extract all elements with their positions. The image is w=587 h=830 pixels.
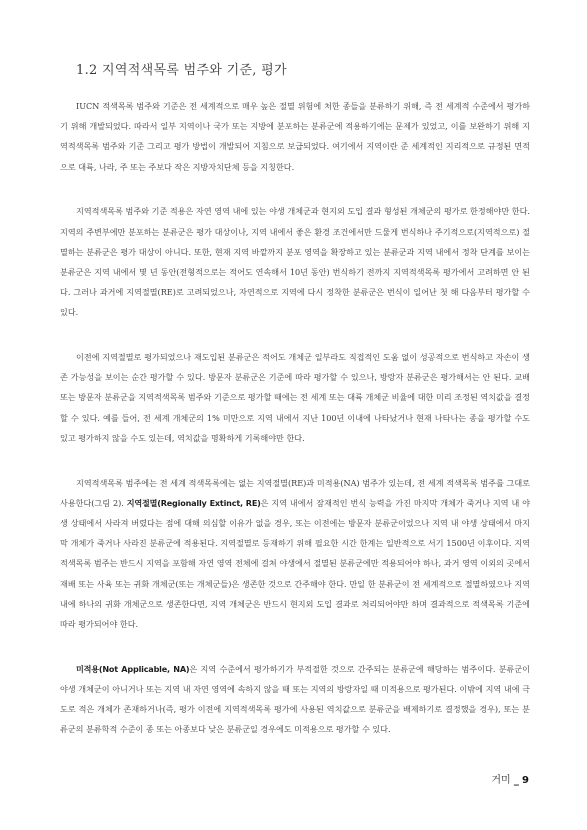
body-text (60, 96, 530, 739)
paragraph-regionally-extinct-body: 은 지역 내에서 잠재적인 번식 능력을 가진 마지막 개체가 죽거나 지역 내 야생 상태에서 사라져 버렸다는 점에 대해 의심할 이유가 없을 경우, 또는 이전에는 방문자 분류군이었으나 지역 내 야생 상태에서 마지막 개체가 죽거나 사라진 분류군에 적용된다. 지역절멸로 등재하기 위해 필요한 시간 한계는 일반적으로 서기 1500년 이후이다. 지역적색목록 범주는 반드시 지역을 포함해 자연 영역 전체에 걸쳐 야생에서 절멸된 분류군에만 적용되어야 하나, 과거 영역 이외의 곳에서 재배 또는 사육 또는 귀화 개체군(또는 개체군들)은 생존한 것으로 간주해야 한다. 만일 한 분류군이 전 세계적으로 절멸하였으나 지역 내에 하나의 귀화 개체군으로 생존한다면, 지역 개체군은 반드시 현지외 도입 결과로 처리되어야만 하며 결과적으로 적색목록 기준에 따라 평가되어야 한다. (60, 497, 530, 629)
paragraph-reintroduced-taxa: 이전에 지역절멸로 평가되었으나 재도입된 분류군은 적어도 개체군 일부라도 직접적인 도움 없이 성공적으로 번식하고 자손이 생존 가능성을 보이는 순간 평가할 수 있다. 방문자 분류군은 기준에 따라 평가할 수 있으나, 방랑자 분류군은 평가해서는 안 된다. 교배 또는 방문자 분류군을 지역적색목록 범주와 기준으로 평가할 때에는 전 세계 또는 대륙 개체군 비율에 대한 미리 조정된 역치값을 결정할 수 있다. 예를 들어, 전 세계 개체군의 1% 미만으로 지역 내에서 지난 100년 이내에 나타났거나 현재 나타나는 종을 평가할 수도 있고 평가하지 않을 수도 있는데, 역치값을 명확하게 기록해야만 한다. (60, 352, 530, 443)
paragraph-application-scope: 지역적색목록 범주와 기준 적용은 자연 영역 내에 있는 야생 개체군과 현지외 도입 결과 형성된 개체군의 평가로 한정해야만 한다. 지역의 주변부에만 분포하는 분류군은 평가 대상이나, 지역 내에서 좋은 환경 조건에서만 드물게 번식하나 주기적으로(지역적으로) 절멸하는 분류군은 평가 대상이 아니다. 또한, 현재 지역 바깥까지 분포 영역을 확장하고 있는 분류군과 지역 내에서 정착 단계를 보이는 분류군은 지역 내에서 몇 년 동안(전형적으로는 적어도 연속해서 10년 동안) 번식하기 전까지 지역적색목록 평가에서 고려하면 안 된다. 그러나 과거에 지역절멸(RE)로 고려되었으나, 자연적으로 지역에 다시 정착한 분류군은 번식이 일어난 첫 해 다음부터 평가할 수 있다. (60, 206, 530, 318)
page-number: 9 (522, 775, 529, 786)
footer-separator: _ (513, 775, 519, 786)
page-footer (491, 774, 529, 788)
paragraph-not-applicable-body: 은 지역 수준에서 평가하기가 부적절한 것으로 간주되는 분류군에 해당하는 범주이다. 분류군이 야생 개체군이 아니거나 또는 지역 내 자연 영역에 속하지 않을 때 또는 지역의 방랑자일 때 미적용으로 평가된다. 이밖에 지역 내에 극도로 적은 개체가 존재하거나(즉, 평가 이전에 지역적색목록 평가에 사용된 역치값으로 분류군을 배제하기로 결정했을 경우), 또는 분류군의 분류학적 수준이 종 또는 아종보다 낮은 분류군일 경우에도 미적용으로 평가할 수 있다. (60, 663, 530, 735)
section-title: 1.2 지역적색목록 범주와 기준, 평가 (76, 63, 287, 78)
paragraph-iucn-background: IUCN 적색목록 범주와 기준은 전 세계적으로 매우 높은 절멸 위험에 처한 종들을 분류하기 위해, 즉 전 세계적 수준에서 평가하기 위해 개발되었다. 따라서 일부 지역이나 국가 또는 지방에 분포하는 분류군에 적용하기에는 문제가 있었고, 이를 보완하기 위해 지역적색목록 범주와 기준 그리고 평가 방법이 개발되어 지침으로 보급되었다. 여기에서 지역이란 준 세계적인 지리적으로 규정된 면적으로 대륙, 나라, 주 또는 주보다 작은 지방자치단체 등을 지칭한다. (60, 101, 530, 172)
term-not-applicable: 미적용(Not Applicable, NA) (76, 663, 190, 674)
paragraph-regionally-extinct-intro: 지역적색목록 범주에는 전 세계 적색목록에는 없는 지역절멸(RE)과 미적용(NA) 범주가 있는데, 전 세계 적색목록 범주를 그대로 사용한다(그림 2). (60, 477, 530, 508)
paragraph-not-applicable (60, 659, 530, 740)
paragraph-regionally-extinct (60, 473, 530, 635)
footer-book-title: 거미 (491, 775, 511, 786)
term-regionally-extinct: 지역절멸(Regionally Extinct, RE) (126, 497, 261, 508)
